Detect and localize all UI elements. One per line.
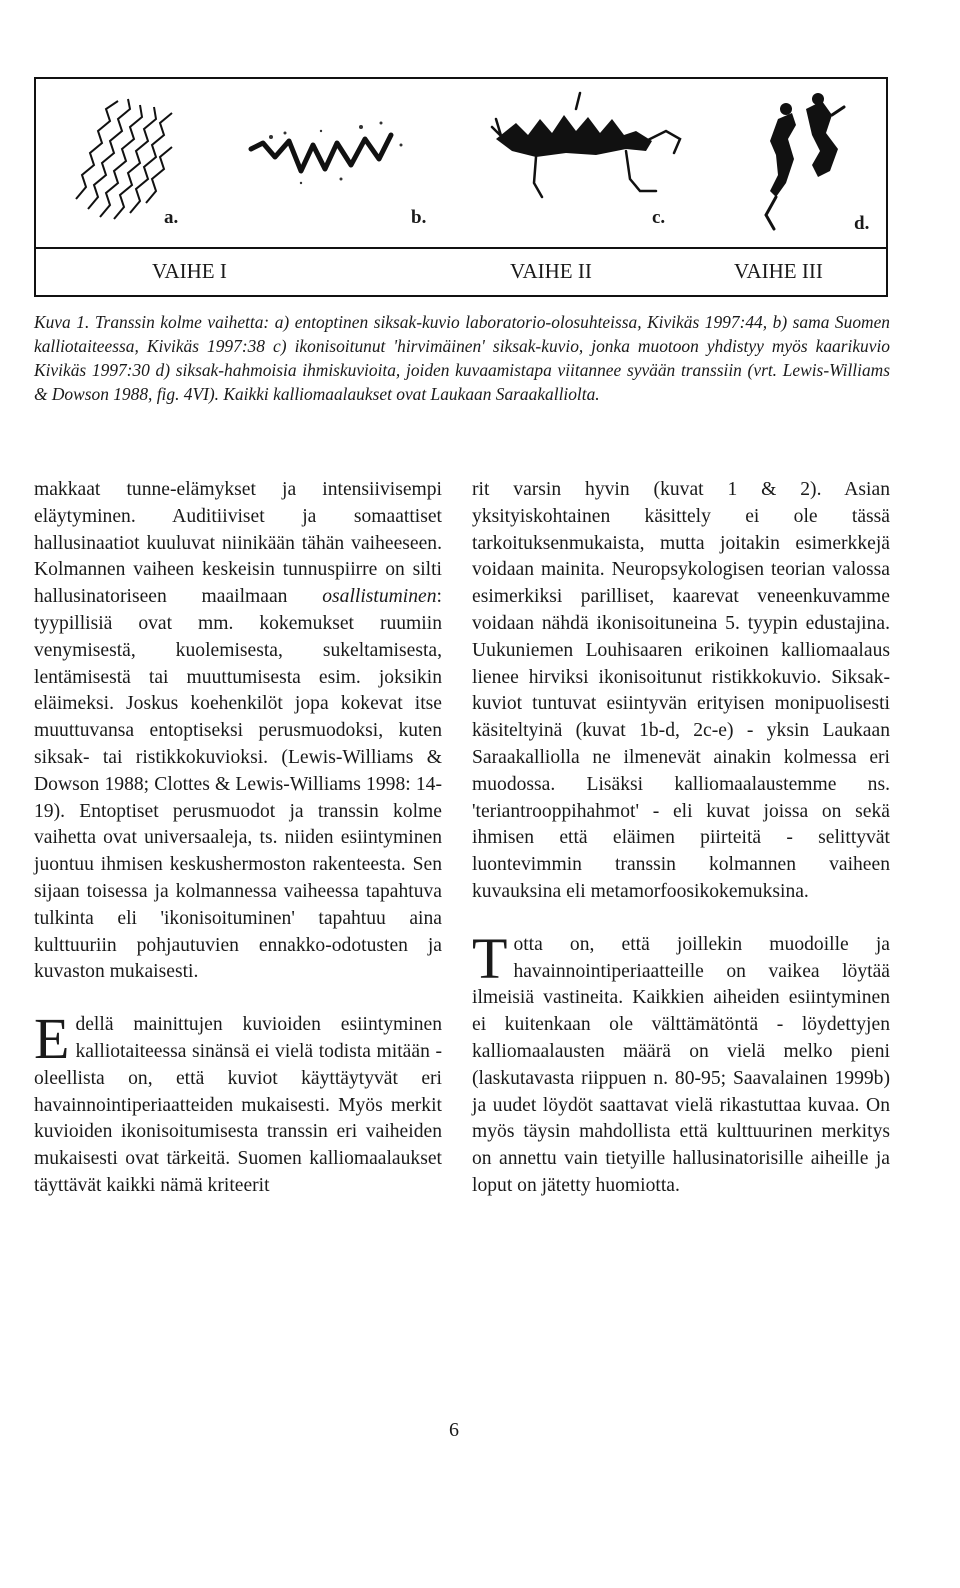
right-p2-text: otta on, että joillekin muodoille ja havainnointiperiaatteille on vaikea löytää ilmeisiä vastineita. Kaikkien aiheiden esiintyminen ei kuitenkaan ole välttämätöntä - löydettyjen kalliomaalausten määrä on vielä melko pieni (laskutavasta riippuen n. 80-95; Saavalainen 1999b) ja uudet löydöt saattavat vielä rikastuttaa kuvaa. On myös täysin mahdollista että kulttuurinen merkitys on annettu vain tietyille hallusinatorisille aiheille ja loput on jätetty huomiotta. bbox=[472, 933, 890, 1196]
phase-label-3: VAIHE III bbox=[734, 259, 823, 283]
figure-box bbox=[34, 77, 888, 297]
right-paragraph-1: rit varsin hyvin (kuvat 1 & 2). Asian yksityiskohtainen käsittely ei ole tässä tarkoituksenmukaista, mutta joitakin esimerkkejä voidaan mainita. Neuropsykologisen teorian valossa esimerkiksi parilliset, kaarevat veneenkuvamme voidaan nähdä ikonisoituneina 5. tyypin edustajina. Uukuniemen Louhisaaren erikoinen kalliomaalaus lienee hirviksi ikonisoitunut ristikkokuvio. Siksak-kuviot tuntuvat esiintyvän erityisen monipuolisesti käsiteltyinä (kuvat 1b-d, 2c-e) - yksin Laukaan Saraakalliolla ne ilmenevät ainakin kolmessa eri muodossa. Lisäksi kalliomaalaustemme ns. 'teriantrooppihahmot' - eli kuvat joissa on sekä ihmisen että eläimen piirteitä - selittyvät luontevimmin transsin kolmannen vaiheen kuvauksina eli metamorfoosikokemuksina. bbox=[472, 479, 890, 902]
figure-caption: Kuva 1. Transsin kolme vaihetta: a) entoptinen siksak-kuvio laboratorio-olosuhteissa, Kivikäs 1997:44, b) sama Suomen kalliotaiteessa, Kivikäs 1997:38 c) ikonisoitunut 'hirvimäinen' siksak-kuvio, jonka muotoon yhdistyy myös kaarikuvio Kivikäs 1997:30 d) siksak-hahmoisia ihmiskuvioita, joiden kuvaamistapa viitannee syvään transsiin (vrt. Lewis-Williams & Dowson 1988, fig. 4VI). Kaikki kalliomaalaukset ovat Laukaan Saraakalliolta. bbox=[34, 312, 890, 404]
phase-label-1: VAIHE I bbox=[152, 259, 227, 283]
left-dropcap: E bbox=[34, 1006, 70, 1072]
panel-b-letter: b. bbox=[411, 207, 427, 228]
page-number: 6 bbox=[449, 1419, 459, 1441]
elk-zigzag-icon bbox=[476, 79, 706, 247]
paragraph-gap bbox=[34, 986, 442, 1012]
left-p1-text-a: makkaat tunne-elämykset ja intensiivisempi eläytyminen. Auditiiviset ja somaattiset hallusinaatiot kuuluvat niinikään tähän vaiheeseen. Kolmannen vaiheen keskeisin tunnuspiirre on silti hallusinatoriseen maailmaan bbox=[34, 479, 442, 608]
panel-a-letter: a. bbox=[164, 207, 179, 228]
left-paragraph-1 bbox=[34, 477, 442, 986]
panel-d bbox=[726, 79, 886, 247]
phase-labels-row bbox=[36, 247, 886, 297]
left-p1-text-b: : tyypillisiä ovat mm. kokemukset ruumiin venymisestä, kuolemisesta, sukeltamisesta, lentämisestä tai muuttumisesta esim. joksikin eläimeksi. Joskus koehenkilöt jopa kokevat itse muuttuvansa entoptiseksi perusmuodoksi, kuten siksak- tai ristikkokuvioksi. (Lewis-Williams & Dowson 1988; Clottes & Lewis-Williams 1998: 14-19). Entoptiset perusmuodot ja transsin kolme vaihetta ovat universaaleja, ts. niiden esiintyminen juontuu ihmisen keskushermoston rakenteesta. Sen sijaan toisessa ja kolmannessa vaiheessa tapahtuva tulkinta eli 'ikonisoituminen' tapahtuu aina kulttuuriin pohjautuvien ennakko-odotusten ja kuvaston mukaisesti. bbox=[34, 586, 442, 983]
zigzag-with-arc-icon bbox=[241, 79, 461, 247]
panel-a bbox=[46, 79, 216, 247]
left-paragraph-2 bbox=[34, 1006, 442, 1200]
figure-images-row bbox=[36, 79, 886, 249]
right-dropcap: T bbox=[472, 925, 508, 991]
right-paragraph-2 bbox=[472, 925, 890, 1200]
panel-c-letter: c. bbox=[652, 207, 666, 228]
left-p1-italic: osallistuminen bbox=[322, 586, 437, 608]
zigzag-entoptic-icon bbox=[46, 79, 216, 247]
panel-b bbox=[241, 79, 461, 247]
panel-c bbox=[476, 79, 706, 247]
paragraph-gap bbox=[472, 906, 890, 932]
right-column bbox=[472, 477, 890, 1200]
panel-d-letter: d. bbox=[854, 213, 870, 234]
left-p2-text: dellä mainittujen kuvioiden esiintyminen kalliotaiteessa sinänsä ei vielä todista mitään - oleellista on, että kuviot käyttäytyvät eri havainnointiperiaatteiden mukaisesti. Myös merkit kuvioiden ikonisoitumisesta transsin eri vaiheiden mukaisesti ovat tärkeitä. Suomen kalliomaalaukset täyttävät kaikki nämä kriteerit bbox=[34, 1014, 442, 1196]
phase-label-2: VAIHE II bbox=[510, 259, 592, 283]
left-column bbox=[34, 477, 442, 1200]
